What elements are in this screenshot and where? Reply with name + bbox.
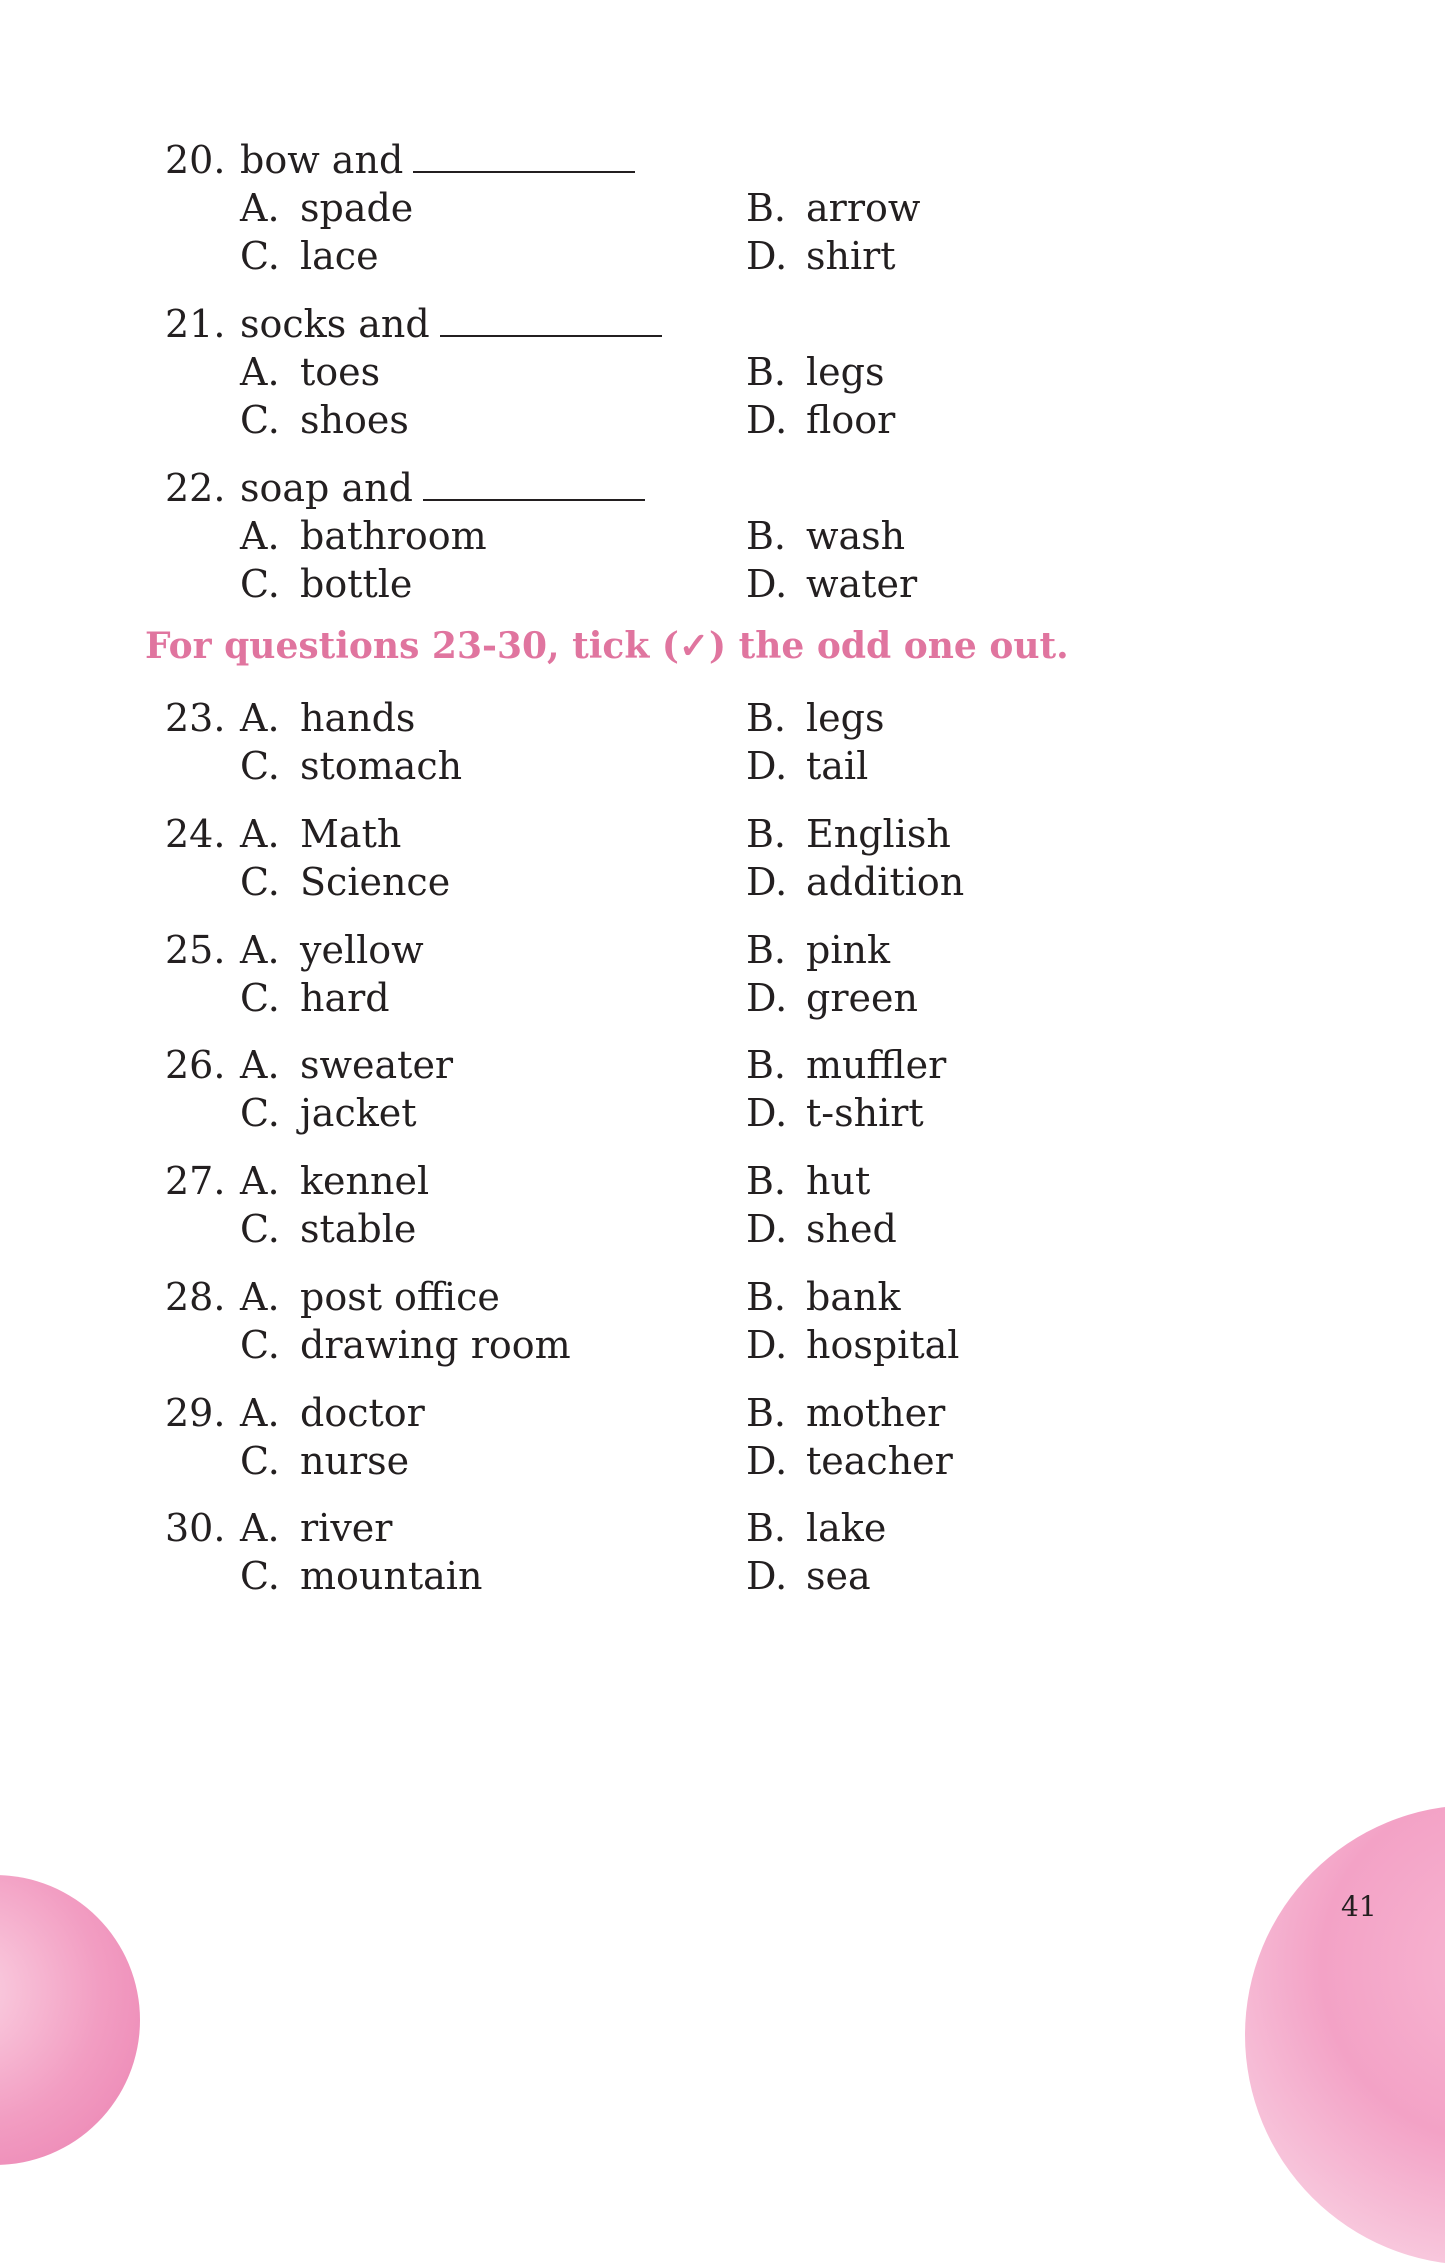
option-letter: D. — [746, 744, 788, 788]
option-letter: C. — [240, 976, 280, 1020]
option-text: muffler — [806, 1043, 947, 1087]
question-20 — [0, 136, 1445, 280]
option-letter: C. — [240, 1323, 280, 1367]
option-c — [240, 1205, 416, 1253]
option-a — [240, 1504, 392, 1552]
decorative-corner-right — [1245, 1805, 1445, 2265]
question-number: 24. — [165, 812, 226, 856]
question-30 — [0, 1504, 1445, 1600]
question-stem — [240, 464, 645, 512]
option-letter: C. — [240, 1554, 280, 1598]
option-text: English — [806, 812, 951, 856]
question-number: 28. — [165, 1275, 226, 1319]
question-stem-text: soap and — [240, 466, 413, 510]
option-text: teacher — [806, 1439, 953, 1483]
question-21 — [0, 300, 1445, 444]
option-text: drawing room — [300, 1323, 571, 1367]
option-b — [746, 1041, 946, 1089]
question-number: 23. — [165, 696, 226, 740]
option-text: hard — [300, 976, 390, 1020]
option-text: Science — [300, 860, 451, 904]
option-a — [240, 1041, 453, 1089]
question-number: 30. — [165, 1506, 226, 1550]
question-number: 27. — [165, 1159, 226, 1203]
option-a — [240, 512, 487, 560]
option-b — [746, 348, 884, 396]
option-d — [746, 1205, 897, 1253]
option-letter: D. — [746, 398, 788, 442]
option-letter: D. — [746, 562, 788, 606]
option-text: post office — [300, 1275, 500, 1319]
option-text: mountain — [300, 1554, 483, 1598]
question-stem — [240, 300, 662, 348]
option-letter: B. — [746, 350, 787, 394]
option-letter: A. — [240, 1275, 280, 1319]
option-d — [746, 396, 895, 444]
option-text: mother — [806, 1391, 946, 1435]
option-b — [746, 512, 905, 560]
option-letter: D. — [746, 976, 788, 1020]
question-number: 29. — [165, 1391, 226, 1435]
option-letter: A. — [240, 1391, 280, 1435]
option-text: sweater — [300, 1043, 454, 1087]
option-b — [746, 926, 890, 974]
option-b — [746, 810, 951, 858]
option-b — [746, 1157, 870, 1205]
option-b — [746, 694, 884, 742]
option-text: shed — [806, 1207, 897, 1251]
option-text: jacket — [300, 1091, 417, 1135]
option-text: stomach — [300, 744, 463, 788]
option-text: spade — [300, 186, 414, 230]
option-a — [240, 926, 424, 974]
question-25 — [0, 926, 1445, 1022]
page-number: 41 — [1341, 1890, 1377, 1923]
option-c — [240, 396, 409, 444]
option-letter: D. — [746, 1439, 788, 1483]
option-letter: C. — [240, 234, 280, 278]
option-c — [240, 858, 450, 906]
option-letter: B. — [746, 1275, 787, 1319]
option-letter: C. — [240, 860, 280, 904]
option-d — [746, 232, 896, 280]
option-d — [746, 1089, 924, 1137]
option-letter: A. — [240, 350, 280, 394]
option-letter: C. — [240, 398, 280, 442]
question-number: 25. — [165, 928, 226, 972]
option-text: hands — [300, 696, 416, 740]
option-text: doctor — [300, 1391, 425, 1435]
option-letter: B. — [746, 1043, 787, 1087]
question-number: 21. — [165, 302, 226, 346]
option-text: bottle — [300, 562, 413, 606]
option-text: pink — [806, 928, 890, 972]
option-b — [746, 1389, 945, 1437]
question-number: 22. — [165, 466, 226, 510]
option-text: river — [300, 1506, 393, 1550]
option-d — [746, 1437, 953, 1485]
option-letter: A. — [240, 1043, 280, 1087]
option-text: hospital — [806, 1323, 960, 1367]
option-text: legs — [806, 350, 885, 394]
option-text: yellow — [300, 928, 424, 972]
option-letter: D. — [746, 234, 788, 278]
option-letter: C. — [240, 1439, 280, 1483]
option-letter: A. — [240, 812, 280, 856]
option-letter: A. — [240, 696, 280, 740]
option-a — [240, 1273, 500, 1321]
option-b — [746, 184, 920, 232]
option-b — [746, 1504, 886, 1552]
option-c — [240, 1552, 482, 1600]
option-letter: B. — [746, 1159, 787, 1203]
answer-blank — [413, 137, 635, 173]
option-letter: D. — [746, 1554, 788, 1598]
option-letter: A. — [240, 1506, 280, 1550]
option-text: arrow — [806, 186, 921, 230]
option-text: sea — [806, 1554, 871, 1598]
option-d — [746, 560, 917, 608]
option-letter: B. — [746, 812, 787, 856]
option-text: bathroom — [300, 514, 487, 558]
option-text: wash — [806, 514, 906, 558]
option-letter: B. — [746, 696, 787, 740]
option-b — [746, 1273, 900, 1321]
option-d — [746, 858, 964, 906]
question-stem-text: socks and — [240, 302, 430, 346]
option-text: legs — [806, 696, 885, 740]
option-c — [240, 232, 379, 280]
option-letter: B. — [746, 928, 787, 972]
option-letter: D. — [746, 1323, 788, 1367]
question-27 — [0, 1157, 1445, 1253]
option-letter: A. — [240, 1159, 280, 1203]
section-instruction: For questions 23-30, tick (✓) the odd one out. — [145, 625, 1069, 667]
option-letter: A. — [240, 928, 280, 972]
question-stem-text: bow and — [240, 138, 404, 182]
option-c — [240, 742, 462, 790]
option-letter: D. — [746, 1091, 788, 1135]
option-text: shirt — [806, 234, 896, 278]
option-letter: A. — [240, 186, 280, 230]
option-text: shoes — [300, 398, 409, 442]
question-number: 20. — [165, 138, 226, 182]
option-letter: B. — [746, 1391, 787, 1435]
question-number: 26. — [165, 1043, 226, 1087]
option-text: bank — [806, 1275, 901, 1319]
question-23 — [0, 694, 1445, 790]
option-text: floor — [806, 398, 896, 442]
option-d — [746, 1321, 959, 1369]
option-c — [240, 1089, 417, 1137]
option-text: water — [806, 562, 918, 606]
option-a — [240, 694, 415, 742]
option-d — [746, 974, 918, 1022]
option-text: green — [806, 976, 918, 1020]
option-text: tail — [806, 744, 869, 788]
option-c — [240, 974, 390, 1022]
question-28 — [0, 1273, 1445, 1369]
option-text: nurse — [300, 1439, 410, 1483]
option-text: Math — [300, 812, 402, 856]
option-text: lace — [300, 234, 379, 278]
option-letter: B. — [746, 186, 787, 230]
option-c — [240, 1437, 409, 1485]
option-a — [240, 184, 413, 232]
option-d — [746, 1552, 871, 1600]
option-text: lake — [806, 1506, 887, 1550]
option-letter: C. — [240, 1091, 280, 1135]
option-letter: B. — [746, 1506, 787, 1550]
option-text: hut — [806, 1159, 871, 1203]
option-letter: D. — [746, 1207, 788, 1251]
option-a — [240, 1389, 425, 1437]
option-letter: C. — [240, 1207, 280, 1251]
option-d — [746, 742, 868, 790]
answer-blank — [423, 465, 645, 501]
option-text: toes — [300, 350, 381, 394]
option-c — [240, 560, 412, 608]
option-a — [240, 810, 401, 858]
option-letter: A. — [240, 514, 280, 558]
option-text: stable — [300, 1207, 417, 1251]
option-text: t-shirt — [806, 1091, 924, 1135]
option-letter: C. — [240, 744, 280, 788]
option-c — [240, 1321, 571, 1369]
question-22 — [0, 464, 1445, 608]
question-26 — [0, 1041, 1445, 1137]
decorative-corner-left — [0, 1875, 140, 2165]
question-29 — [0, 1389, 1445, 1485]
answer-blank — [440, 301, 662, 337]
option-letter: B. — [746, 514, 787, 558]
question-stem — [240, 136, 635, 184]
question-24 — [0, 810, 1445, 906]
option-text: kennel — [300, 1159, 430, 1203]
option-letter: D. — [746, 860, 788, 904]
option-text: addition — [806, 860, 965, 904]
option-a — [240, 348, 380, 396]
option-letter: C. — [240, 562, 280, 606]
option-a — [240, 1157, 429, 1205]
